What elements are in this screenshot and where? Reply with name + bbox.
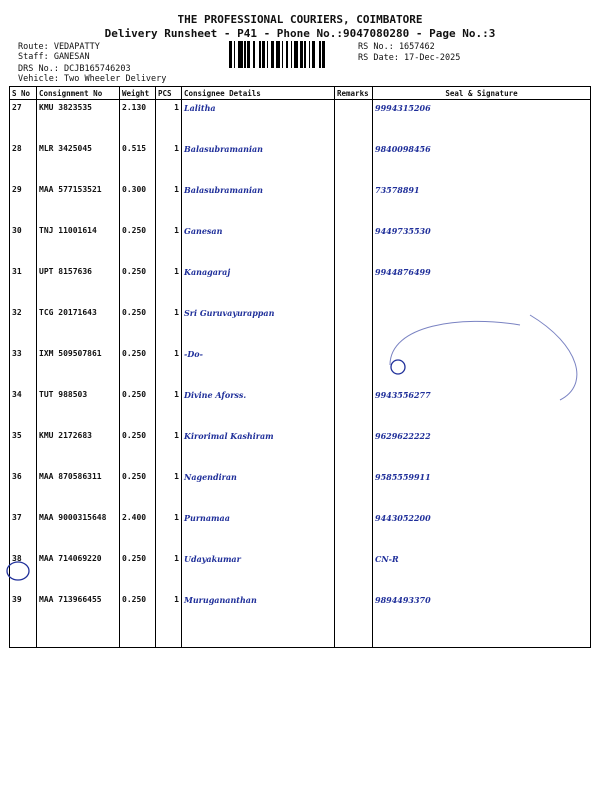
table-row	[10, 551, 591, 592]
cell-consignee: Sri Guruvayurappan	[182, 305, 335, 346]
cell-remarks	[335, 141, 373, 182]
table-row	[10, 100, 591, 142]
table-row	[10, 469, 591, 510]
cell-weight: 0.250	[120, 469, 156, 510]
cell-weight: 0.300	[120, 182, 156, 223]
row-circle-mark	[5, 560, 31, 582]
cell-weight: 0.515	[120, 141, 156, 182]
cell-sno: 38	[10, 551, 37, 592]
table-row	[10, 264, 591, 305]
cell-consignee: Nagendiran	[182, 469, 335, 510]
cell-signature: CN-R	[373, 551, 591, 592]
vehicle-label: Vehicle: Two Wheeler Delivery	[18, 74, 167, 84]
cell-consignee: Divine Aforss.	[182, 387, 335, 428]
page-subtitle: Delivery Runsheet - P41 - Phone No.:9047080280 - Page No.:3	[104, 27, 496, 40]
cell-consignee: Murugananthan	[182, 592, 335, 648]
cell-signature: 9943556277	[373, 387, 591, 428]
cell-consignee: Balasubramanian	[182, 182, 335, 223]
cell-weight: 0.250	[120, 551, 156, 592]
cell-consignment-no: KMU 3823535	[37, 100, 120, 142]
cell-sno: 35	[10, 428, 37, 469]
cell-consignee: Ganesan	[182, 223, 335, 264]
table-row	[10, 428, 591, 469]
cell-remarks	[335, 551, 373, 592]
cell-remarks	[335, 428, 373, 469]
cell-weight: 0.250	[120, 346, 156, 387]
cell-remarks	[335, 469, 373, 510]
staff-label: Staff: GANESAN	[18, 52, 90, 62]
page-title: THE PROFESSIONAL COURIERS, COIMBATORE	[177, 13, 423, 26]
cell-sno: 32	[10, 305, 37, 346]
cell-consignment-no: TUT 988503	[37, 387, 120, 428]
table-row	[10, 510, 591, 551]
cell-consignment-no: TNJ 11001614	[37, 223, 120, 264]
header-consignee: Consignee Details	[182, 87, 335, 100]
header-weight: Weight	[120, 87, 156, 100]
cell-pcs: 1	[156, 510, 182, 551]
cell-pcs: 1	[156, 387, 182, 428]
cell-sno: 31	[10, 264, 37, 305]
cell-sno: 37	[10, 510, 37, 551]
cell-signature: 9994315206	[373, 100, 591, 142]
cell-weight: 0.250	[120, 592, 156, 648]
header-sno: S No	[10, 87, 37, 100]
cell-remarks	[335, 346, 373, 387]
cell-sno: 30	[10, 223, 37, 264]
cell-consignment-no: MAA 714069220	[37, 551, 120, 592]
cell-signature: 9585559911	[373, 469, 591, 510]
table-row	[10, 141, 591, 182]
cell-remarks	[335, 223, 373, 264]
table-header-row	[10, 87, 591, 100]
cell-consignee: Kanagaraj	[182, 264, 335, 305]
cell-consignee: Kirorimal Kashiram	[182, 428, 335, 469]
cell-consignment-no: IXM 509507861	[37, 346, 120, 387]
cell-pcs: 1	[156, 428, 182, 469]
cell-sno: 28	[10, 141, 37, 182]
cell-pcs: 1	[156, 223, 182, 264]
cell-pcs: 1	[156, 305, 182, 346]
table-row	[10, 592, 591, 648]
drs-number: DRS No.: DCJB165746203	[18, 64, 131, 74]
cell-consignee: Balasubramanian	[182, 141, 335, 182]
cell-remarks	[335, 264, 373, 305]
cell-signature: 9944876499	[373, 264, 591, 305]
cell-weight: 0.250	[120, 305, 156, 346]
cell-consignment-no: MAA 870586311	[37, 469, 120, 510]
cell-remarks	[335, 100, 373, 142]
cell-pcs: 1	[156, 100, 182, 142]
cell-consignee: Purnamaa	[182, 510, 335, 551]
cell-consignment-no: MLR 3425045	[37, 141, 120, 182]
cell-weight: 2.130	[120, 100, 156, 142]
cell-weight: 0.250	[120, 264, 156, 305]
cell-signature: 9840098456	[373, 141, 591, 182]
cell-remarks	[335, 305, 373, 346]
cell-pcs: 1	[156, 182, 182, 223]
cell-signature: 73578891	[373, 182, 591, 223]
seal-stamp	[380, 305, 595, 405]
cell-pcs: 1	[156, 141, 182, 182]
header-remarks: Remarks	[335, 87, 373, 100]
cell-consignment-no: UPT 8157636	[37, 264, 120, 305]
route-label: Route: VEDAPATTY	[18, 42, 100, 52]
cell-signature: 9443052200	[373, 510, 591, 551]
cell-sno: 34	[10, 387, 37, 428]
cell-consignment-no: TCG 20171643	[37, 305, 120, 346]
cell-pcs: 1	[156, 469, 182, 510]
cell-sno: 36	[10, 469, 37, 510]
cell-consignment-no: KMU 2172683	[37, 428, 120, 469]
table-row	[10, 182, 591, 223]
cell-sno: 33	[10, 346, 37, 387]
cell-pcs: 1	[156, 551, 182, 592]
cell-signature: 9449735530	[373, 223, 591, 264]
cell-remarks	[335, 182, 373, 223]
cell-consignment-no: MAA 713966455	[37, 592, 120, 648]
cell-consignment-no: MAA 577153521	[37, 182, 120, 223]
cell-weight: 0.250	[120, 223, 156, 264]
rs-date: RS Date: 17-Dec-2025	[358, 53, 461, 63]
cell-weight: 2.400	[120, 510, 156, 551]
cell-consignee: Lalitha	[182, 100, 335, 142]
rs-number: RS No.: 1657462	[358, 42, 435, 52]
header-consignment-no: Consignment No	[37, 87, 120, 100]
header-signature: Seal & Signature	[373, 87, 591, 100]
barcode	[229, 41, 355, 68]
cell-sno: 29	[10, 182, 37, 223]
cell-weight: 0.250	[120, 428, 156, 469]
cell-pcs: 1	[156, 592, 182, 648]
cell-pcs: 1	[156, 346, 182, 387]
cell-signature: 9894493370	[373, 592, 591, 648]
cell-consignment-no: MAA 9000315648	[37, 510, 120, 551]
table-row	[10, 223, 591, 264]
cell-consignee: -Do-	[182, 346, 335, 387]
header-pcs: PCS	[156, 87, 182, 100]
cell-remarks	[335, 592, 373, 648]
cell-sno: 27	[10, 100, 37, 142]
cell-pcs: 1	[156, 264, 182, 305]
cell-signature: 9629622222	[373, 428, 591, 469]
cell-remarks	[335, 387, 373, 428]
cell-consignee: Udayakumar	[182, 551, 335, 592]
cell-sno: 39	[10, 592, 37, 648]
cell-remarks	[335, 510, 373, 551]
cell-weight: 0.250	[120, 387, 156, 428]
